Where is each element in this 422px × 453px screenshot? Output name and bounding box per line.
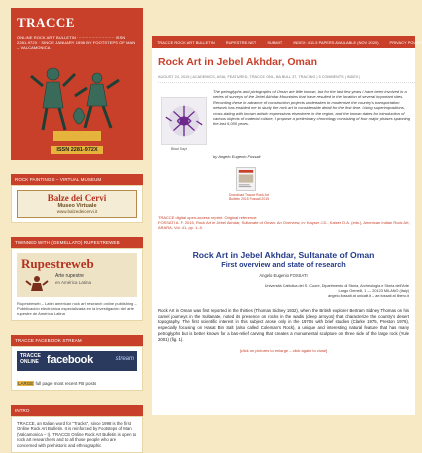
rw-sub2: en América Latina: [55, 280, 92, 285]
original-reference-link[interactable]: FOSSATI A. F. 2015, Rock Art in Jebel Akhdar, Sultanate of Oman: An Overview, in: Kayser J.D., Kaiser D.A. (eds.), American Indian Rock Art, ARARA, Vol. 41, pp. 1–9.: [158, 220, 410, 230]
large-text: full page most recent FB posts: [35, 381, 97, 386]
rw-title: Rupestreweb: [21, 256, 94, 271]
bc-subtitle: Museo Virtuale: [57, 203, 97, 209]
site-tagline: ONLINE ROCK ART BULLETIN ·························· ISSN 2281-972X · SINCE JANUARY 1998 BY FOOTSTEPS OF MAN – VALCAMONICA: [17, 35, 136, 50]
site-title[interactable]: TRACCE: [17, 15, 75, 30]
sidebar: [11, 8, 143, 453]
fb-tracce-1: TRACCE: [20, 353, 41, 359]
widget-facebook: [11, 346, 143, 391]
rock-figure-icon: [25, 275, 49, 295]
fb-tracce-label: [20, 353, 41, 365]
pdf-cover-thumbnail[interactable]: [236, 167, 256, 191]
site-brand[interactable]: [11, 8, 143, 160]
paper-author: Angelo Eugenio FOSSATI: [259, 273, 308, 278]
paper-body-text: Rock Art in Oman was first reported in the thirties (Thomas Sidney 1932), when the British explorer Bertram Sidney Thomas on his camel journeys in the Sultanate, noted its presence on rocks in the wadis (deep arroyos) that characterize the country's desert topography. The first scientific interest in this subject arose only in the 1970s with brief studies (Clarke 1975, Preston 1976), especially focusing on Hasat Bin Salt (also called Coleman's Rock), a unique and interesting natural feature that has many petroglyphs but is better known for a bas-relief carving that creates a monumental sculpture on three side of the large rock (Yule 2001) (fig. 1).: [158, 308, 409, 342]
balze-dei-cervi-banner[interactable]: [17, 190, 137, 218]
large-fb-link[interactable]: [17, 381, 137, 386]
enlarge-hint: [click on pictures to enlarge – click again to close]: [239, 348, 328, 354]
widget-title-intro: INTRO: [11, 405, 143, 416]
widget-rock-paintings: [11, 185, 143, 223]
affil-line-2: Largo Gemelli, 1 — 20123 MILANO (Italy): [338, 289, 409, 293]
widget-title-facebook: TRACCE FACEBOOK STREAM: [11, 335, 143, 346]
issn-badge: ISSN 2281-972X: [51, 146, 103, 154]
pdf-download-link[interactable]: Download Tracce Rock Art Bulletin 2015 Fossati 2015: [229, 193, 269, 202]
fb-tracce-2: ONLINE: [20, 359, 39, 365]
fb-stream-label: stream: [115, 356, 134, 362]
reference-links: [158, 215, 415, 230]
widget-twinned: [11, 248, 143, 321]
rock-art-logo: [23, 56, 131, 144]
thumbnail-caption: Bilad Sayt: [171, 147, 187, 151]
nav-item-rupestre[interactable]: RUPESTRE.NET: [225, 39, 257, 45]
nav-item-home[interactable]: TRACCE ROCK ART BULLETIN: [157, 39, 215, 45]
paper-affiliation: [158, 284, 409, 299]
petroglyph-thumbnail[interactable]: [161, 97, 207, 145]
affil-line-3: angelo.fossati at unicatt.it – ae.fossati at libero.it: [328, 294, 409, 298]
nav-item-privacy[interactable]: PRIVACY POLICY: [389, 39, 422, 45]
bc-title: Balze dei Cervi: [47, 193, 107, 203]
rupestreweb-description: Rupestreweb – Latin american rock art research online publishing – Pubblicación electrónica especializada en la investigación del arte rupestre de América Latina: [17, 301, 137, 316]
post-abstract: The petroglyphs and pictographs of Oman are little known, but for the last few years I have been involved in a series of surveys of the Jebel Akhdar Mountains that have resulted in the location of several important sites. Recording these in advance of construction projects undertaken to modernize the country's transportation network has enabled me to study the rock art in considerable detail for the first time. Using superimpositions, cross-dating with known artistic expressions elsewhere in the region, and the known dates for introduction of various objects of material culture, I propose a preliminary chronology consisting of four major phases spanning the last 6,000 years.: [213, 89, 410, 127]
paper-title: Rock Art in Jebel Akhdar, Sultanate of Oman: [192, 250, 375, 260]
facebook-stream-banner[interactable]: [17, 351, 137, 371]
reprint-link[interactable]: TRACCE digital open-access reprint. Original reference:: [158, 215, 258, 220]
nav-item-index[interactable]: INDEX: 411.5 PAPERS AVAILABLE (NOV 2020): [293, 39, 379, 45]
paper-subtitle: First overview and state of research: [221, 260, 346, 269]
post: [152, 48, 415, 353]
large-badge: LARGE: [18, 381, 34, 386]
bc-url: www.balzedeicervi.it: [56, 209, 98, 214]
widget-title-rock-paintings: ROCK PAINTINGS – VIRTUAL MUSEUM: [11, 174, 143, 185]
nav-item-submit[interactable]: SUBMIT: [267, 39, 283, 45]
widget-intro: [11, 416, 143, 453]
post-title[interactable]: Rock Art in Jebel Akhdar, Oman: [158, 56, 318, 68]
rupestreweb-banner[interactable]: [17, 253, 137, 297]
widget-title-twinned: TWINNED WITH (GEMELLATO) RUPESTREWEB: [11, 237, 143, 248]
top-navigation: [152, 36, 422, 48]
post-intro: [158, 83, 415, 211]
rw-sub1: Arte rupestre: [55, 273, 84, 279]
facebook-logo: facebook: [47, 354, 93, 366]
paper-body: [158, 250, 415, 353]
post-meta[interactable]: AUGUST 24, 2015 | ACADEMICS, ASIA, FEATURED, TRACCE ONL, BA BULL 37, TRACING | 5 COMMENTS | INDEX |: [158, 75, 415, 83]
intro-text: TRACCE, an Italian word for "Tracks", since 1998 is the first Online Rock Art Bulletin. It is reinforced by Footsteps of Man (Valcamonica – I). TRACCE Online Rock Art Bulletin is open to rock art researchers and to all those people who are concerned with prehistoric and ethnographic: [17, 421, 137, 448]
main-content: [152, 36, 422, 415]
affil-line-1: Università Cattolica del S. Cuore, Dipartimento di Storia, Archeologia e Storia dell'Arte: [264, 284, 409, 288]
post-byline: by Angelo Eugenio Fossati: [213, 154, 261, 159]
